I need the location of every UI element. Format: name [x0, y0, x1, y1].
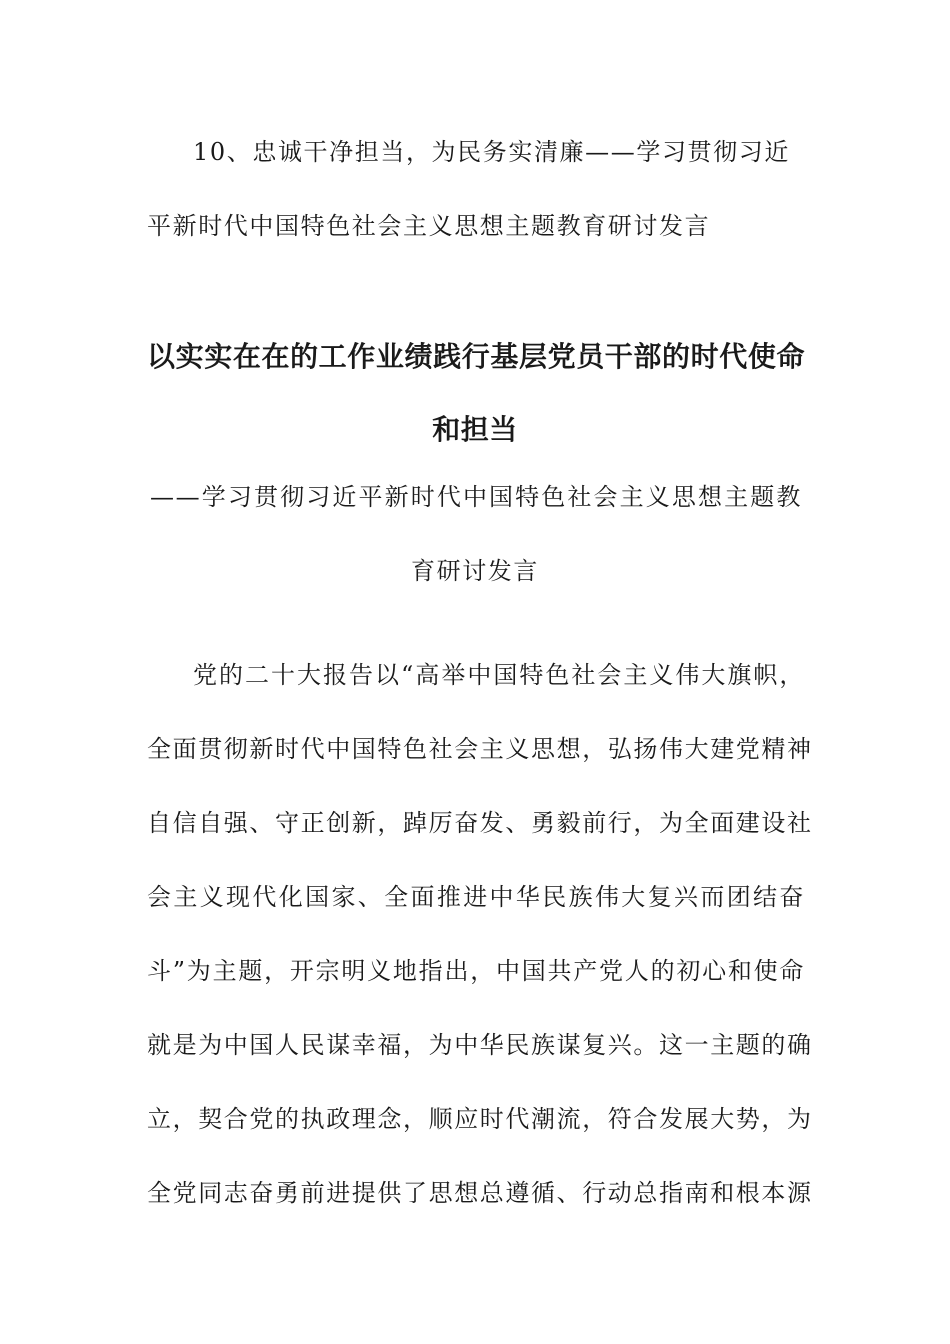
body-paragraph-line: 就是为中国人民谋幸福，为中华民族谋复兴。这一主题的确: [147, 1031, 813, 1059]
article-title-line-1: 以实实在在的工作业绩践行基层党员干部的时代使命: [147, 340, 805, 373]
article-subtitle-line-1: ——学习贯彻习近平新时代中国特色社会主义思想主题教: [150, 483, 802, 511]
body-paragraph-line: 立，契合党的执政理念，顺应时代潮流，符合发展大势，为: [147, 1105, 813, 1133]
body-paragraph-line: 全党同志奋勇前进提供了思想总遵循、行动总指南和根本源: [147, 1179, 813, 1207]
body-paragraph-line: 党的二十大报告以“高举中国特色社会主义伟大旗帜，: [193, 661, 805, 689]
article-subtitle-line-2: 育研讨发言: [411, 557, 539, 585]
body-paragraph-line: 斗”为主题，开宗明义地指出，中国共产党人的初心和使命: [147, 957, 805, 985]
body-paragraph-line: 全面贯彻新时代中国特色社会主义思想，弘扬伟大建党精神: [147, 735, 813, 763]
intro-heading-line-2: 平新时代中国特色社会主义思想主题教育研讨发言: [147, 212, 711, 240]
body-paragraph-line: 会主义现代化国家、全面推进中华民族伟大复兴而团结奋: [147, 883, 805, 911]
body-paragraph-line: 自信自强、守正创新，踔厉奋发、勇毅前行，为全面建设社: [147, 809, 813, 837]
article-title-line-2: 和担当: [432, 413, 518, 446]
intro-heading-line-1: 10、忠诚干净担当，为民务实清廉——学习贯彻习近: [193, 138, 790, 166]
